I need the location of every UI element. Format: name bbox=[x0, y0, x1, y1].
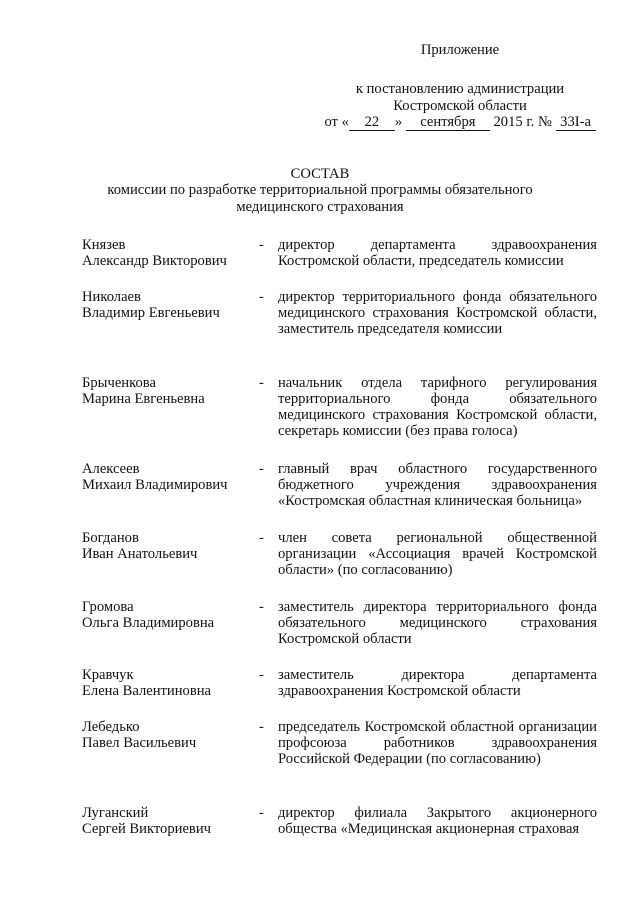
member-role: начальник отдела тарифного регулирования территориального фонда обязательного медицинского страхования Костромской области, секретарь комиссии (без права голоса) bbox=[278, 375, 597, 439]
member-name bbox=[82, 530, 257, 562]
member-dash: - bbox=[259, 375, 264, 391]
member-role: директор филиала Закрытого акционерного общества «Медицинская акционерная страховая bbox=[278, 805, 597, 837]
member-given-name: Владимир Евгеньевич bbox=[82, 305, 220, 321]
member-given-name: Александр Викторович bbox=[82, 253, 227, 269]
member-role: главный врач областного государственного бюджетного учреждения здравоохранения «Костромская областная клиническая больница» bbox=[278, 461, 597, 509]
member-surname: Николаев bbox=[82, 289, 141, 305]
member-given-name: Елена Валентиновна bbox=[82, 683, 211, 699]
member-role: директор территориального фонда обязательного медицинского страхования Костромской области, заместитель председателя комиссии bbox=[278, 289, 597, 337]
member-dash: - bbox=[259, 237, 264, 253]
member-name bbox=[82, 719, 257, 751]
member-name bbox=[82, 805, 257, 837]
date-mid: » bbox=[394, 114, 403, 130]
member-name bbox=[82, 461, 257, 493]
document-number: 33I-а bbox=[556, 115, 596, 131]
member-dash: - bbox=[259, 667, 264, 683]
member-dash: - bbox=[259, 289, 264, 305]
resolution-date-line bbox=[300, 114, 620, 131]
member-given-name: Михаил Владимирович bbox=[82, 477, 228, 493]
member-surname: Луганский bbox=[82, 805, 149, 821]
document-title: СОСТАВ bbox=[290, 166, 350, 182]
member-surname: Громова bbox=[82, 599, 134, 615]
member-role: заместитель директора департамента здравоохранения Костромской области bbox=[278, 667, 597, 699]
member-role: председатель Костромской областной организации профсоюза работников здравоохранения Российской Федерации (по согласованию) bbox=[278, 719, 597, 767]
appendix-label: Приложение bbox=[420, 42, 500, 58]
date-prefix: от « bbox=[324, 114, 349, 130]
member-surname: Лебедько bbox=[82, 719, 140, 735]
member-role: член совета региональной общественной организации «Ассоциация врачей Костромской области» (по согласованию) bbox=[278, 530, 597, 578]
title-subline-2: медицинского страхования bbox=[236, 199, 404, 215]
member-surname: Брыченкова bbox=[82, 375, 156, 391]
member-dash: - bbox=[259, 461, 264, 477]
member-dash: - bbox=[259, 599, 264, 615]
member-surname: Богданов bbox=[82, 530, 139, 546]
member-given-name: Марина Евгеньевна bbox=[82, 391, 205, 407]
member-given-name: Павел Васильевич bbox=[82, 735, 197, 751]
member-given-name: Иван Анатольевич bbox=[82, 546, 198, 562]
member-name bbox=[82, 237, 257, 269]
member-surname: Князев bbox=[82, 237, 126, 253]
member-given-name: Ольга Владимировна bbox=[82, 615, 215, 631]
region-name: Костромской области bbox=[393, 98, 527, 114]
date-year: 2015 г. № bbox=[493, 114, 552, 130]
member-name bbox=[82, 375, 257, 407]
member-name bbox=[82, 599, 257, 631]
date-day: 22 bbox=[349, 115, 395, 131]
title-subline-1: комиссии по разработке территориальной программы обязательного bbox=[107, 182, 533, 198]
member-name bbox=[82, 667, 257, 699]
member-surname: Алексеев bbox=[82, 461, 140, 477]
member-role: директор департамента здравоохранения Костромской области, председатель комиссии bbox=[278, 237, 597, 269]
member-given-name: Сергей Викториевич bbox=[82, 821, 211, 837]
resolution-reference: к постановлению администрации bbox=[355, 81, 565, 97]
member-role: заместитель директора территориального фонда обязательного медицинского страхования Костромской области bbox=[278, 599, 597, 647]
member-dash: - bbox=[259, 805, 264, 821]
date-month: сентября bbox=[406, 115, 490, 131]
member-name bbox=[82, 289, 257, 321]
member-dash: - bbox=[259, 719, 264, 735]
member-surname: Кравчук bbox=[82, 667, 134, 683]
member-dash: - bbox=[259, 530, 264, 546]
